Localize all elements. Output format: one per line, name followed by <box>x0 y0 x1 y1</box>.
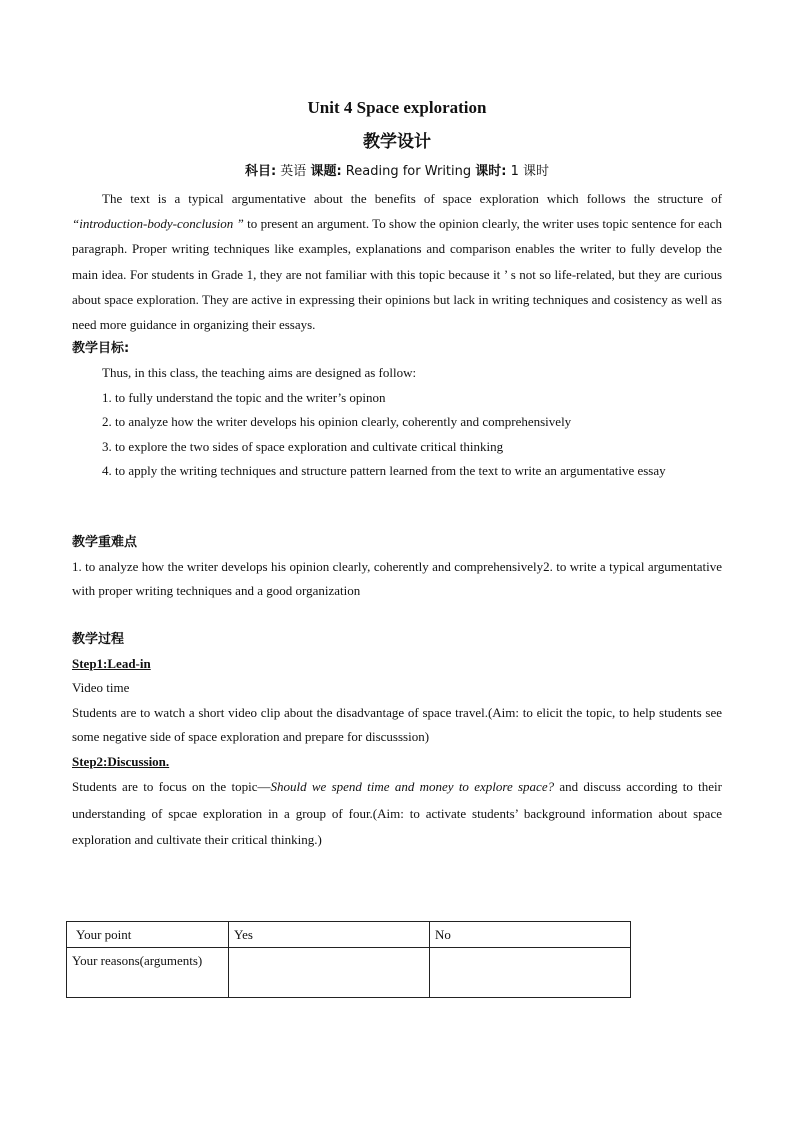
document-title: Unit 4 Space exploration <box>307 98 487 117</box>
topic-value: Reading for Writing <box>345 164 472 179</box>
step2-text <box>72 774 722 854</box>
process-heading: 教学过程 <box>72 631 125 647</box>
table-cell <box>229 948 430 998</box>
step2-question: Should we spend time and money to explore space? <box>270 779 555 795</box>
key-points-text: 1. to analyze how the writer develops his opinion clearly, coherently and comprehensively2. to write a typical argumentative with proper writing techniques and a good organization <box>72 558 722 599</box>
aim-item-2: 2. to analyze how the writer develops his opinion clearly, coherently and comprehensively <box>102 414 572 430</box>
step2-text-before: Students are to focus on the topic— <box>72 779 271 795</box>
table-cell: Your reasons(arguments) <box>67 948 229 998</box>
step1-title: Step1:Lead-in <box>72 655 151 671</box>
key-points-heading: 教学重难点 <box>72 534 138 550</box>
intro-paragraph <box>72 186 722 337</box>
table-header-cell: No <box>430 922 631 948</box>
aim-item-3: 3. to explore the two sides of space exploration and cultivate critical thinking <box>102 438 504 454</box>
intro-quote: “introduction-body-conclusion ” <box>72 216 244 232</box>
topic-label: 课题: <box>310 164 342 179</box>
period-value: 1 课时 <box>510 164 550 179</box>
document-subtitle: 教学设计 <box>363 132 431 152</box>
document-page <box>72 96 722 854</box>
intro-text-2: to present an argument. To show the opinion clearly, the writer uses topic sentence for each paragraph. Proper writing techniques like examples, explanations and comparison enables the writer to fully develop the main idea. For students in Grade 1, they are not familiar with this topic because it ’ s not so life-related, but they are curious about space exploration. They are active in expressing their opinions but lack in writing techniques and cosistency as well as need more guidance in organizing their essays. <box>72 216 722 333</box>
table-header-cell: Your point <box>67 922 229 948</box>
subject-value: 英语 <box>280 164 307 179</box>
step2-text-after: and discuss according to their understanding of spcae exploration in a group of four.(Aim: to activate students’ background information about space exploration and cultivate their critical thinking.) <box>72 779 722 848</box>
table-row <box>67 948 631 998</box>
table-header-row <box>67 922 631 948</box>
step2-title: Step2:Discussion. <box>72 753 170 769</box>
aim-item-4: 4. to apply the writing techniques and structure pattern learned from the text to write an argumentative essay <box>102 463 666 479</box>
step1-activity: Video time <box>72 680 130 696</box>
course-meta <box>72 162 722 182</box>
aims-heading: 教学目标: <box>72 341 130 357</box>
subject-label: 科目: <box>244 164 277 179</box>
table-cell <box>430 948 631 998</box>
table-header-cell: Yes <box>229 922 430 948</box>
intro-text-1: The text is a typical argumentative about the benefits of space exploration which follows the structure of <box>102 191 722 206</box>
period-label: 课时: <box>475 164 507 179</box>
aim-item-1: 1. to fully understand the topic and the writer’s opinon <box>102 389 386 405</box>
aims-lead: Thus, in this class, the teaching aims are designed as follow: <box>102 365 417 381</box>
discussion-table <box>66 921 631 998</box>
step1-text: Students are to watch a short video clip about the disadvantage of space travel.(Aim: to elicit the topic, to help students see some negative side of space exploration and prepare for discusssion) <box>72 704 722 745</box>
